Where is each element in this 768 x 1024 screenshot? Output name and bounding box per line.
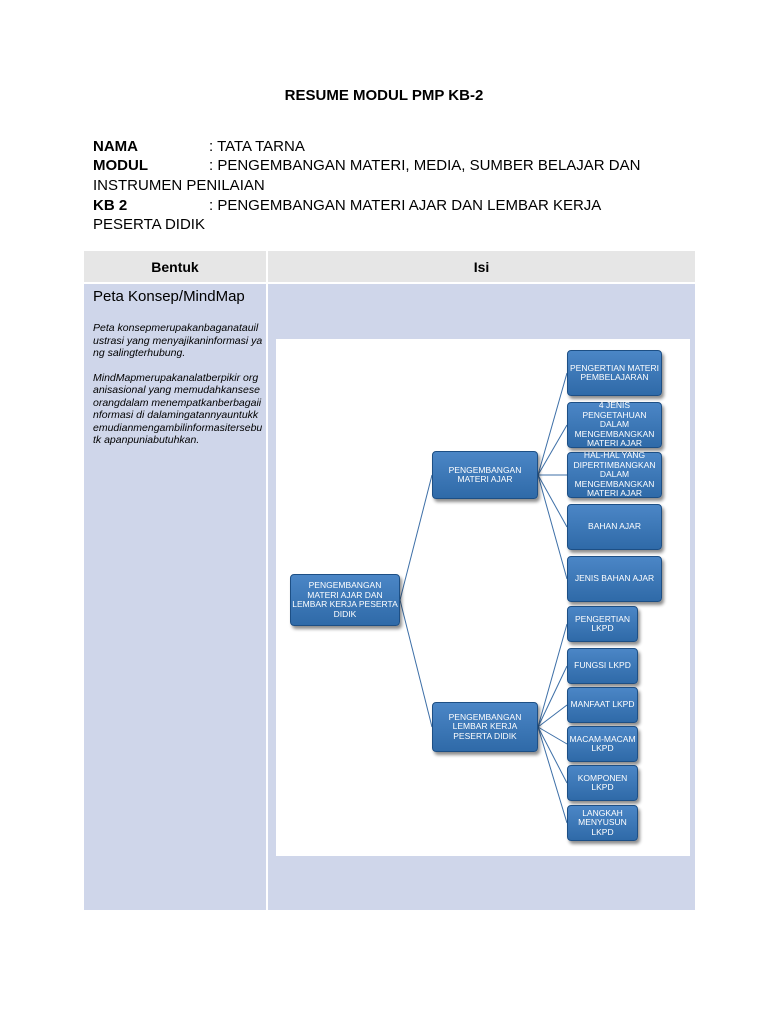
mindmap-node: LANGKAH MENYUSUN LKPD: [567, 805, 638, 841]
modul-label: MODUL: [93, 157, 148, 174]
mindmap-node: MACAM-MACAM LKPD: [567, 726, 638, 762]
mindmap-node: PENGERTIAN LKPD: [567, 606, 638, 642]
kb-value-continued: PESERTA DIDIK: [93, 216, 205, 233]
description-mindmap: MindMapmerupakanalatberpikir organisasional yang memudahkanseseorangdalam menempatkanberbagaiinformasi di dalamingatannyauntukkemudianmengambilinformasitersebutk apanpuniabutuhkan.: [93, 371, 263, 446]
mindmap-node: PENGERTIAN MATERI PEMBELAJARAN: [567, 350, 662, 396]
modul-value: : PENGEMBANGAN MATERI, MEDIA, SUMBER BELAJAR DAN: [209, 157, 641, 174]
nama-value: : TATA TARNA: [209, 138, 305, 155]
modul-row: [93, 156, 693, 175]
page-title: RESUME MODUL PMP KB-2: [284, 87, 484, 104]
mindmap-node: FUNGSI LKPD: [567, 648, 638, 684]
nama-label: NAMA: [93, 138, 138, 155]
kb-label: KB 2: [93, 197, 128, 214]
modul-value-continued: INSTRUMEN PENILAIAN: [93, 177, 265, 194]
mindmap-node: 4 JENIS PENGETAHUAN DALAM MENGEMBANGKAN MATERI AJAR: [567, 402, 662, 448]
bentuk-description: [93, 322, 263, 459]
mindmap-branch-lkpd: PENGEMBANGAN LEMBAR KERJA PESERTA DIDIK: [432, 702, 538, 752]
header-bentuk: Bentuk: [84, 251, 266, 282]
mindmap-node: KOMPONEN LKPD: [567, 765, 638, 801]
kb-row: [93, 196, 693, 215]
mindmap-node: JENIS BAHAN AJAR: [567, 556, 662, 602]
cell-bentuk: [84, 284, 266, 910]
mindmap-node: MANFAAT LKPD: [567, 687, 638, 723]
kb-value: : PENGEMBANGAN MATERI AJAR DAN LEMBAR KERJA: [209, 197, 602, 214]
description-peta-konsep: Peta konsepmerupakanbaganatauilustrasi yang menyajikaninformasi yang salingterhubung.: [93, 322, 263, 359]
mindmap-root-node: PENGEMBANGAN MATERI AJAR DAN LEMBAR KERJA PESERTA DIDIK: [290, 574, 400, 626]
mindmap-diagram: [276, 339, 690, 856]
mindmap-node: BAHAN AJAR: [567, 504, 662, 550]
bentuk-title: Peta Konsep/MindMap: [93, 288, 245, 305]
header-isi: Isi: [268, 251, 695, 282]
mindmap-branch-materi-ajar: PENGEMBANGAN MATERI AJAR: [432, 451, 538, 499]
nama-row: [93, 137, 693, 156]
mindmap-node: HAL-HAL YANG DIPERTIMBANGKAN DALAM MENGEMBANGKAN MATERI AJAR: [567, 452, 662, 498]
